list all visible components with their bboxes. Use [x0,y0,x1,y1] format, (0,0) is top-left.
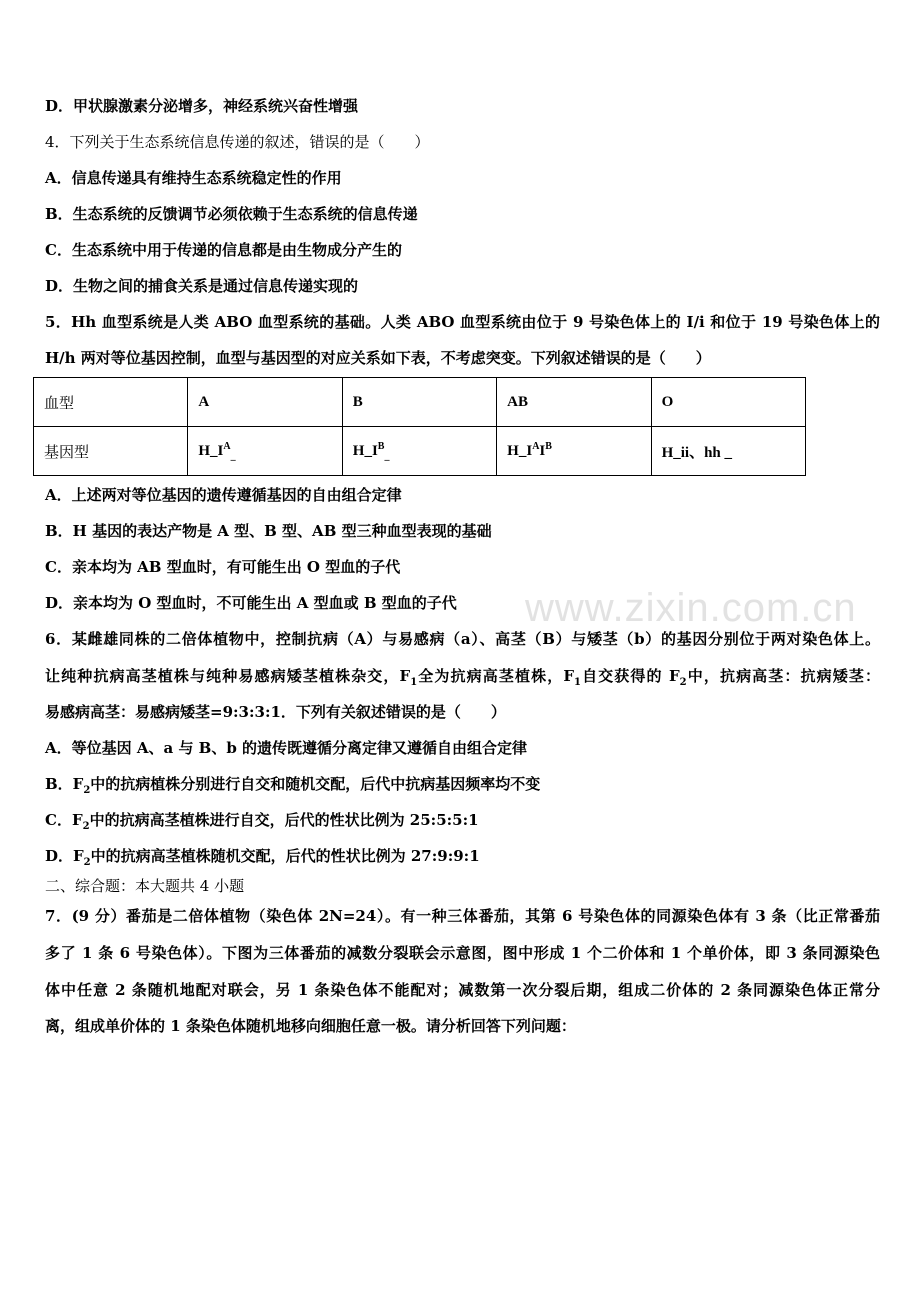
genotype-o: H_ii、hh _ [651,427,805,476]
question-6-line-2: 让纯种抗病高茎植株与纯种易感病矮茎植株杂交，$F_1$全为抗病高茎植株，$F_1$自交获得的 $F_2$中，抗病高茎：抗病矮茎： [45,667,880,688]
genotype-a: $H\_I^A_{\_}$ [188,427,342,476]
q4-option-a: A．信息传递具有维持生态系统稳定性的作用 [45,169,342,187]
q5-option-b: B．H 基因的表达产物是 A 型、B 型、AB 型三种血型表现的基础 [45,522,492,540]
genotype-b: $H\_I^B_{\_}$ [342,427,496,476]
question-7-line-2: 多了 1 条 6 号染色体）。下图为三体番茄的减数分裂联会示意图，图中形成 1 个二价体和 1 个单价体，即 3 条同源染色 [45,944,880,962]
q4-option-b: B．生态系统的反馈调节必须依赖于生态系统的信息传递 [45,205,418,223]
q5-option-a: A．上述两对等位基因的遗传遵循基因的自由组合定律 [45,486,402,504]
header-cell: AB [497,378,651,427]
q3-option-d: D．甲状腺激素分泌增多，神经系统兴奋性增强 [45,97,359,115]
q6-option-b: B．$F_2$中的抗病植株分别进行自交和随机交配，后代中抗病基因频率均不变 [45,775,541,796]
q6-option-a: A．等位基因 A、a 与 B、b 的遗传既遵循分离定律又遵循自由组合定律 [45,739,528,757]
question-7-line-4: 离，组成单价体的 1 条染色体随机地移向细胞任意一极。请分析回答下列问题： [45,1017,576,1035]
question-7-line-1: 7．(9 分）番茄是二倍体植物（染色体 2N=24）。有一种三体番茄，其第 6 号染色体的同源染色体有 3 条（比正常番茄 [45,907,880,925]
q4-option-d: D．生物之间的捕食关系是通过信息传递实现的 [45,277,359,295]
watermark: www.zixin.com.cn [525,586,857,630]
q6-option-d: D．$F_2$中的抗病高茎植株随机交配，后代的性状比例为 27:9:9:1 [45,847,480,868]
header-cell: B [342,378,496,427]
q5-option-c: C．亲本均为 AB 型血时，有可能生出 O 型血的子代 [45,558,401,576]
genotype-ab: $H\_I^AI^B$ [497,427,651,476]
header-cell: 血型 [34,378,188,427]
row-label: 基因型 [34,427,188,476]
header-cell: A [188,378,342,427]
question-7-line-3: 体中任意 2 条随机地配对联会，另 1 条染色体不能配对；减数第一次分裂后期，组成二价体的 2 条同源染色体正常分 [45,981,880,999]
question-5-line-1: 5．Hh 血型系统是人类 ABO 血型系统的基础。人类 ABO 血型系统由位于 9 号染色体上的 I/i 和位于 19 号染色体上的 [45,313,880,331]
q5-option-d: D．亲本均为 O 型血时，不可能生出 A 型血或 B 型血的子代 [45,594,457,612]
section-2-heading: 二、综合题：本大题共 4 小题 [45,877,245,895]
question-5-line-2: H/h 两对等位基因控制，血型与基因型的对应关系如下表，不考虑突变。下列叙述错误的是（ ） [45,349,711,367]
table-row [34,427,806,476]
q6-option-c: C．$F_2$中的抗病高茎植株进行自交，后代的性状比例为 25:5:5:1 [45,811,479,832]
table-header-row [34,378,806,427]
question-4: 4．下列关于生态系统信息传递的叙述，错误的是（ ） [45,133,430,151]
header-cell: O [651,378,805,427]
question-6-line-3: 易感病高茎：易感病矮茎=9:3:3:1．下列有关叙述错误的是（ ） [45,703,506,721]
blood-type-table [33,377,806,476]
question-6-line-1: 6．某雌雄同株的二倍体植物中，控制抗病（A）与易感病（a）、高茎（B）与矮茎（b）的基因分别位于两对染色体上。 [45,630,880,648]
q4-option-c: C．生态系统中用于传递的信息都是由生物成分产生的 [45,241,402,259]
